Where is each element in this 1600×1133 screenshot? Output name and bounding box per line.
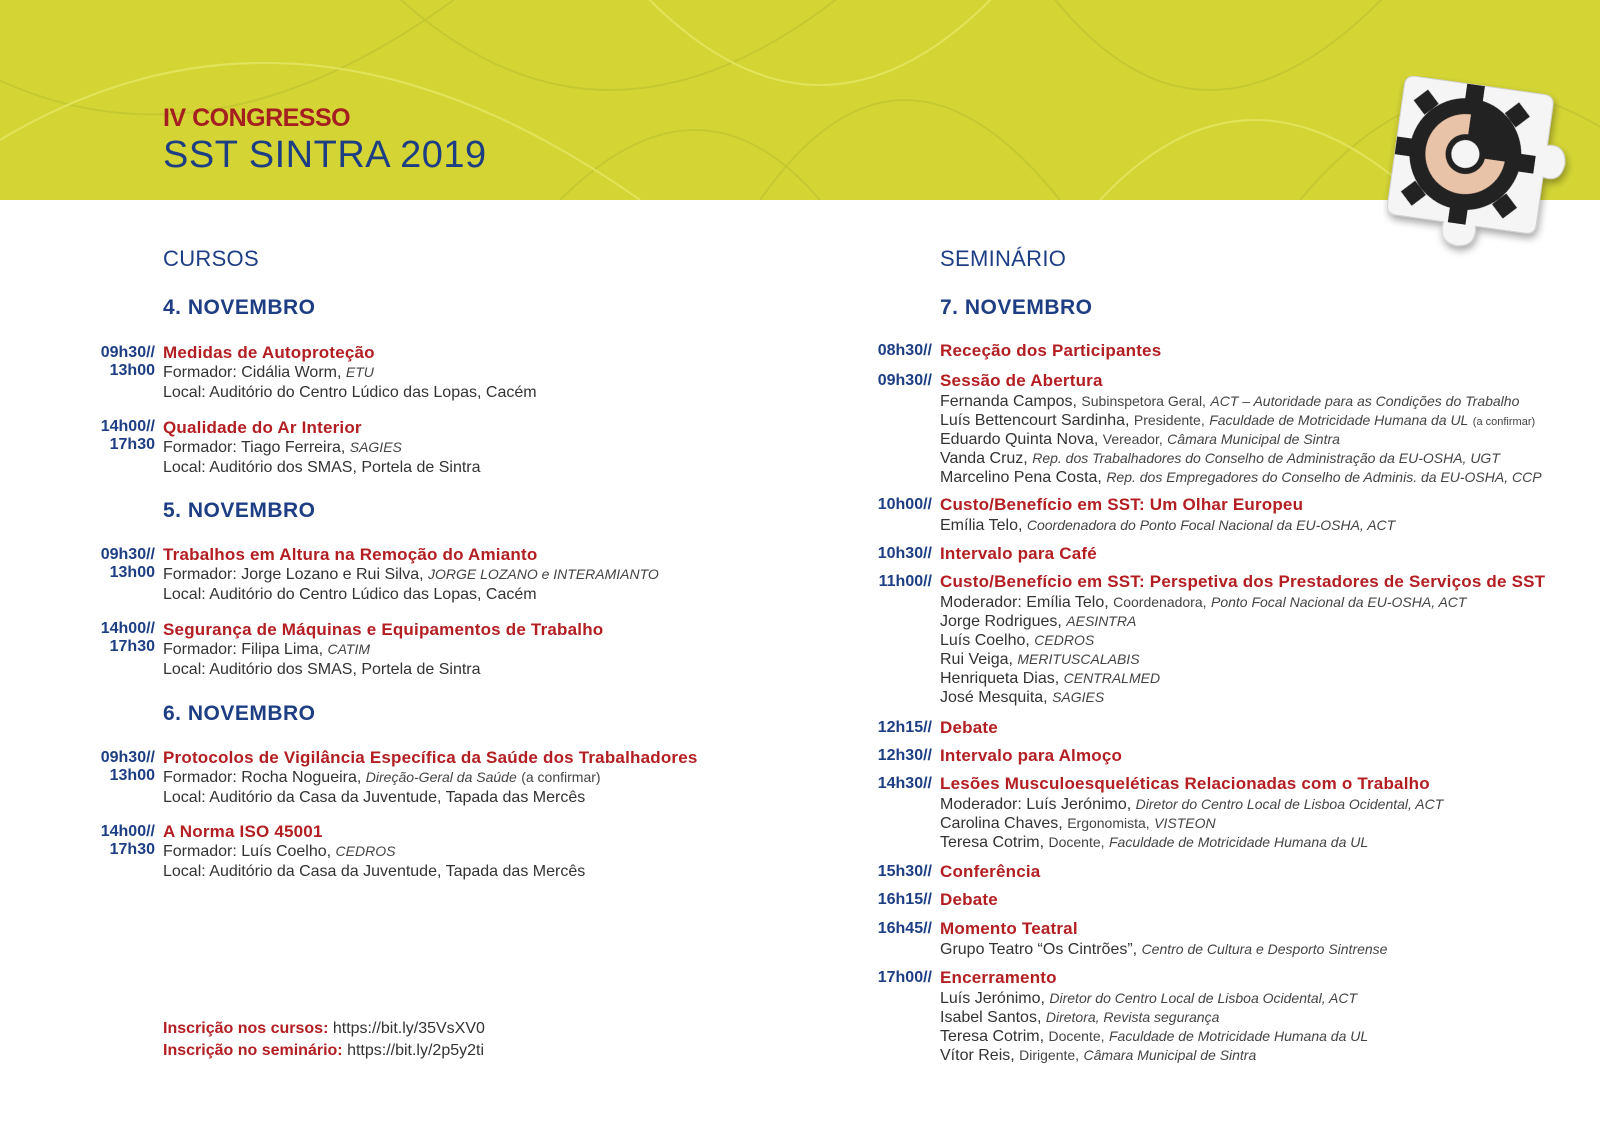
trainer-label: Formador:	[163, 364, 237, 381]
speaker-line	[940, 412, 1535, 430]
speaker-org: VISTEON	[1154, 815, 1216, 831]
day-label: 5. NOVEMBRO	[163, 499, 316, 522]
speaker-line	[940, 651, 1140, 669]
speaker-line	[940, 815, 1216, 833]
speaker-name: Moderador: Emília Telo,	[940, 594, 1109, 611]
event-trainer	[163, 641, 370, 659]
trainer-name: Cidália Worm	[241, 364, 337, 381]
location-label: Local:	[163, 459, 206, 476]
event-title: Encerramento	[940, 968, 1057, 987]
trainer-name: Jorge Lozano e Rui Silva,	[241, 566, 424, 583]
location-value: Auditório dos SMAS, Portela de Sintra	[209, 661, 481, 678]
speaker-org: Faculdade de Motricidade Humana da UL	[1108, 1028, 1369, 1044]
event-title: Intervalo para Almoço	[940, 746, 1123, 765]
day-label: 7. NOVEMBRO	[940, 296, 1093, 319]
speaker-role: Docente,	[1048, 834, 1105, 850]
event-time-end: 17h30	[109, 841, 155, 858]
speaker-line	[940, 689, 1104, 707]
speaker-line	[940, 990, 1357, 1008]
speaker-name: José Mesquita,	[940, 689, 1048, 706]
event-time-end: 13h00	[109, 362, 155, 379]
speaker-name: Vanda Cruz,	[940, 450, 1028, 467]
event-location	[163, 789, 585, 807]
event-time-end: 13h00	[109, 767, 155, 784]
event-time-end: 13h00	[109, 564, 155, 581]
location-value: Auditório da Casa da Juventude, Tapada das Mercês	[209, 789, 586, 806]
speaker-name: Carolina Chaves,	[940, 815, 1063, 832]
event-time: 10h30//	[877, 545, 932, 562]
event-title: Intervalo para Café	[940, 544, 1097, 563]
location-label: Local:	[163, 586, 206, 603]
speaker-line	[940, 1028, 1368, 1046]
event-title: Receção dos Participantes	[940, 341, 1162, 360]
speaker-line	[940, 834, 1368, 852]
speaker-org: Faculdade de Motricidade Humana da UL	[1209, 412, 1469, 428]
trainer-org: CEDROS	[335, 843, 396, 859]
trainer-label: Formador:	[163, 843, 237, 860]
speaker-role: Ergonomista,	[1067, 815, 1150, 831]
congress-title-line1: IV CONGRESSO	[163, 104, 351, 132]
trainer-name: Rocha Nogueira,	[241, 769, 362, 786]
speaker-role: Presidente,	[1133, 412, 1205, 428]
event-location	[163, 586, 537, 604]
header-banner	[0, 0, 1600, 200]
trainer-org: JORGE LOZANO e INTERAMIANTO	[428, 566, 659, 582]
speaker-name: Rui Veiga,	[940, 651, 1013, 668]
speaker-line	[940, 469, 1542, 487]
trainer-label: Formador:	[163, 566, 237, 583]
event-time: 08h30//	[877, 342, 932, 359]
event-time: 14h30//	[877, 775, 932, 792]
event-trainer	[163, 769, 601, 787]
day-label: 6. NOVEMBRO	[163, 702, 316, 725]
speaker-org: Câmara Municipal de Sintra	[1167, 431, 1340, 447]
event-time: 10h00//	[877, 496, 932, 513]
speaker-role: Subinspetora Geral,	[1081, 393, 1206, 409]
event-trainer	[163, 566, 659, 584]
event-time: 16h15//	[877, 891, 932, 908]
event-title: Custo/Benefício em SST: Perspetiva dos Prestadores de Serviços de SST	[940, 572, 1546, 591]
registration-link[interactable]: https://bit.ly/2p5y2ti	[347, 1042, 485, 1059]
speaker-name: Moderador: Luís Jerónimo,	[940, 796, 1132, 813]
speaker-role: Vereador,	[1102, 431, 1163, 447]
event-title: A Norma ISO 45001	[163, 822, 323, 841]
speaker-org: CENTRALMED	[1063, 670, 1161, 686]
event-location	[163, 661, 481, 679]
speaker-name: Isabel Santos,	[940, 1009, 1042, 1026]
registration-label: Inscrição nos cursos:	[163, 1020, 329, 1037]
speaker-org: CEDROS	[1034, 632, 1095, 648]
event-title: Debate	[940, 890, 998, 909]
speaker-line	[940, 1047, 1256, 1065]
location-value: Auditório do Centro Lúdico das Lopas, Cacém	[209, 586, 537, 603]
location-value: Auditório da Casa da Juventude, Tapada das Mercês	[209, 863, 586, 880]
registration-seminar	[163, 1042, 484, 1060]
speaker-org: AESINTRA	[1066, 613, 1137, 629]
speaker-org: Câmara Municipal de Sintra	[1083, 1047, 1257, 1063]
speaker-name: Henriqueta Dias,	[940, 670, 1060, 687]
speaker-name: Luís Bettencourt Sardinha,	[940, 412, 1130, 429]
speaker-org: Ponto Focal Nacional da EU-OSHA, ACT	[1210, 594, 1467, 610]
speaker-name: Grupo Teatro “Os Cintrões”,	[940, 941, 1138, 958]
trainer-label: Formador:	[163, 439, 237, 456]
event-time: 17h00//	[877, 969, 932, 986]
event-time-start: 14h00//	[100, 823, 155, 840]
event-time-start: 09h30//	[100, 344, 155, 361]
event-time: 16h45//	[877, 920, 932, 937]
registration-label: Inscrição no seminário:	[163, 1042, 343, 1059]
event-location	[163, 459, 481, 477]
trainer-note: (a confirmar)	[521, 769, 601, 785]
event-trainer	[163, 439, 402, 457]
event-title: Debate	[940, 718, 998, 737]
registration-link[interactable]: https://bit.ly/35VsXV0	[332, 1020, 485, 1037]
speaker-org: Coordenadora do Ponto Focal Nacional da EU-OSHA, ACT	[1026, 517, 1396, 533]
speaker-name: Emília Telo,	[940, 517, 1023, 534]
speaker-org: Rep. dos Trabalhadores do Conselho de Administração da EU-OSHA, UGT	[1032, 450, 1500, 466]
speaker-name: Teresa Cotrim,	[940, 1028, 1045, 1045]
speaker-org: Faculdade de Motricidade Humana da UL	[1108, 834, 1369, 850]
trainer-org: Direção-Geral da Saúde	[365, 769, 517, 785]
seminario-heading: SEMINÁRIO	[940, 246, 1067, 271]
speaker-line	[940, 1009, 1219, 1027]
event-title: Momento Teatral	[940, 919, 1078, 938]
event-title: Qualidade do Ar Interior	[163, 418, 362, 437]
speaker-org: Rep. dos Empregadores do Conselho de Adminis. da EU-OSHA, CCP	[1106, 469, 1542, 485]
speaker-org: MERITUSCALABIS	[1017, 651, 1140, 667]
speaker-name: Eduardo Quinta Nova,	[940, 431, 1099, 448]
event-time: 12h15//	[877, 719, 932, 736]
registration-courses	[163, 1020, 485, 1038]
speaker-name: Teresa Cotrim,	[940, 834, 1045, 851]
event-time-end: 17h30	[109, 436, 155, 453]
speaker-line	[940, 613, 1136, 631]
event-location	[163, 863, 585, 881]
event-time-start: 09h30//	[100, 749, 155, 766]
event-time: 12h30//	[877, 747, 932, 764]
speaker-line	[940, 594, 1466, 612]
speaker-role: Dirigente,	[1019, 1047, 1080, 1063]
event-trainer	[163, 843, 395, 861]
location-value: Auditório dos SMAS, Portela de Sintra	[209, 459, 481, 476]
event-title: Lesões Musculoesqueléticas Relacionadas com o Trabalho	[940, 774, 1430, 793]
trainer-org: SAGIES	[349, 439, 402, 455]
speaker-name: Jorge Rodrigues,	[940, 613, 1062, 630]
speaker-line	[940, 941, 1387, 959]
speaker-name: Fernanda Campos,	[940, 393, 1077, 410]
speaker-line	[940, 450, 1500, 468]
speaker-line	[940, 431, 1340, 449]
event-time-start: 14h00//	[100, 418, 155, 435]
event-time: 15h30//	[877, 863, 932, 880]
speaker-line	[940, 632, 1094, 650]
event-title: Protocolos de Vigilância Específica da Saúde dos Trabalhadores	[163, 748, 698, 767]
trainer-label: Formador:	[163, 641, 237, 658]
event-location	[163, 384, 537, 402]
event-time-start: 09h30//	[100, 546, 155, 563]
event-title: Segurança de Máquinas e Equipamentos de Trabalho	[163, 620, 604, 639]
speaker-org: Diretor do Centro Local de Lisboa Ocidental, ACT	[1135, 796, 1444, 812]
speaker-line	[940, 393, 1519, 411]
speaker-org: Centro de Cultura e Desporto Sintrense	[1141, 941, 1388, 957]
trainer-name: Tiago Ferreira,	[240, 439, 346, 456]
speaker-name: Vítor Reis,	[940, 1047, 1015, 1064]
event-time: 11h00//	[878, 573, 932, 590]
location-value: Auditório do Centro Lúdico das Lopas, Cacém	[209, 384, 537, 401]
event-title: Trabalhos em Altura na Remoção do Amianto	[163, 545, 538, 564]
speaker-name: Luís Coelho,	[940, 632, 1030, 649]
cursos-heading: CURSOS	[163, 246, 259, 271]
trainer-label: Formador:	[163, 769, 237, 786]
speaker-line	[940, 796, 1443, 814]
event-title: Medidas de Autoproteção	[163, 343, 375, 362]
location-label: Local:	[163, 789, 206, 806]
location-label: Local:	[163, 384, 206, 401]
speaker-role: Coordenadora,	[1113, 594, 1207, 610]
speaker-org: SAGIES	[1052, 689, 1105, 705]
speaker-name: Marcelino Pena Costa,	[940, 469, 1102, 486]
trainer-name: Filipa Lima,	[241, 641, 324, 658]
speaker-note: (a confirmar)	[1472, 416, 1536, 428]
event-time-end: 17h30	[109, 638, 155, 655]
speaker-line	[940, 670, 1160, 688]
location-label: Local:	[163, 863, 206, 880]
speaker-line	[940, 517, 1395, 535]
speaker-org: Diretor do Centro Local de Lisboa Ocidental, ACT	[1049, 990, 1358, 1006]
speaker-role: Docente,	[1048, 1028, 1105, 1044]
event-time: 09h30//	[877, 372, 932, 389]
puzzle-gear-logo	[1383, 76, 1573, 268]
event-title: Conferência	[940, 862, 1041, 881]
speaker-org: ACT – Autoridade para as Condições do Trabalho	[1210, 393, 1520, 409]
event-trainer: Formador: Cidália Worm, ETU	[163, 364, 374, 381]
trainer-org: CATIM	[327, 641, 371, 657]
event-time-start: 14h00//	[100, 620, 155, 637]
speaker-org: Diretora, Revista segurança	[1045, 1009, 1220, 1025]
day-label: 4. NOVEMBRO	[163, 296, 316, 319]
location-label: Local:	[163, 661, 206, 678]
event-title: Custo/Benefício em SST: Um Olhar Europeu	[940, 495, 1304, 514]
speaker-name: Luís Jerónimo,	[940, 990, 1045, 1007]
trainer-name: Luís Coelho,	[241, 843, 332, 860]
congress-title-line2: SST SINTRA 2019	[163, 134, 487, 176]
trainer-org: ETU	[345, 364, 374, 380]
event-title: Sessão de Abertura	[940, 371, 1103, 390]
